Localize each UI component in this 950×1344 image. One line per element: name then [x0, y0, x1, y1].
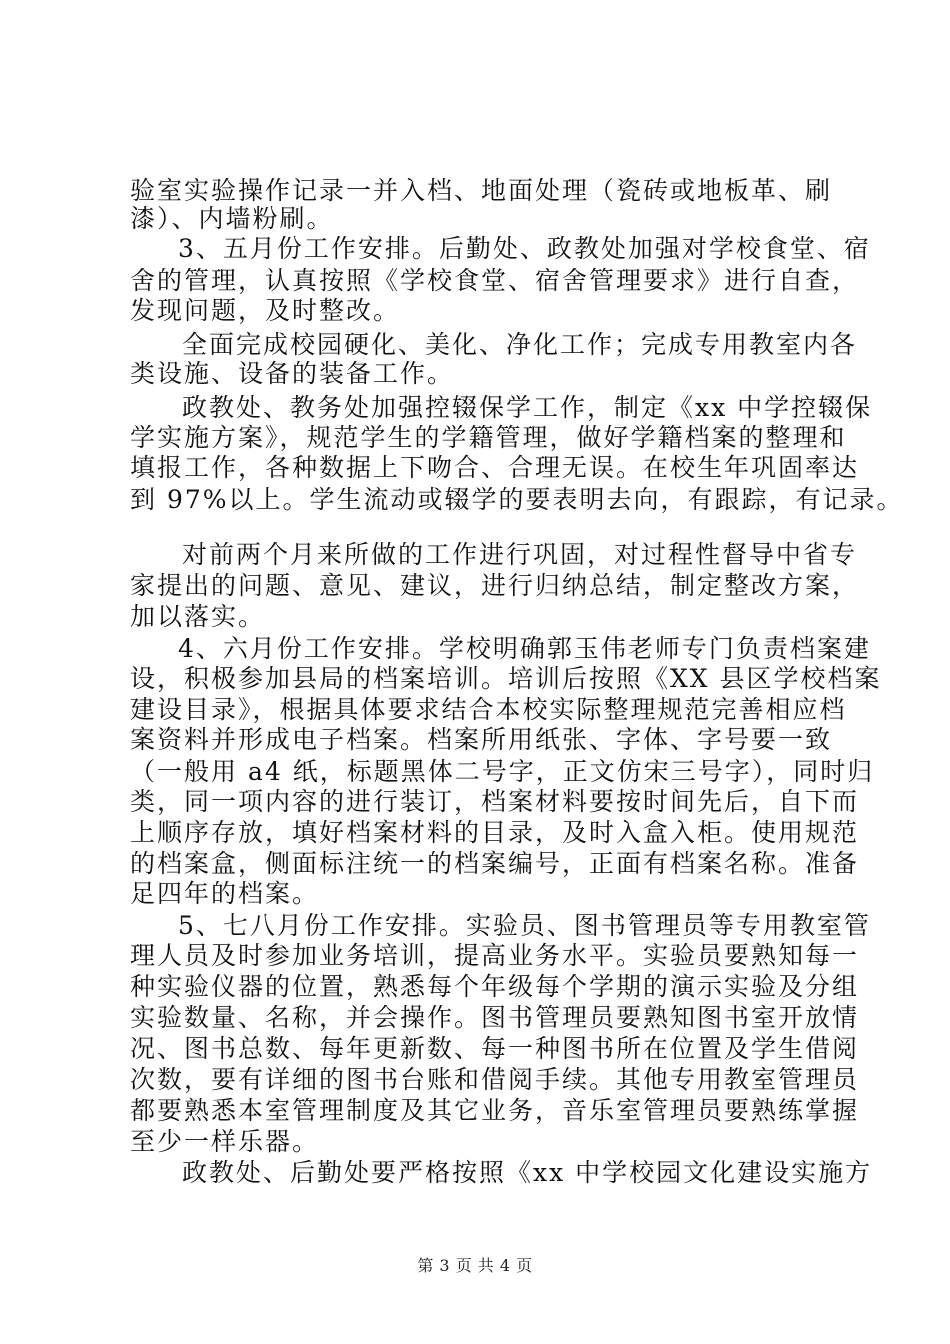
text-line: 况、图书总数、每年更新数、每一种图书所在位置及学生借阅	[130, 1034, 860, 1063]
text-line: 建设目录》，根据具体要求结合本校实际整理规范完善相应档	[130, 695, 847, 724]
text-line: 3、五月份工作安排。后勤处、政教处加强对学校食堂、宿	[178, 234, 871, 263]
text-line: 全面完成校园硬化、美化、净化工作；完成专用教室内各	[182, 330, 858, 359]
text-line: 学实施方案》，规范学生的学籍管理，做好学籍档案的整理和	[130, 423, 847, 452]
text-line: 5、七八月份工作安排。实验员、图书管理员等专用教室管	[178, 911, 871, 940]
text-line: 对前两个月来所做的工作进行巩固，对过程性督导中省专	[182, 540, 858, 569]
text-line: 4、六月份工作安排。学校明确郭玉伟老师专门负责档案建	[178, 634, 871, 663]
text-line: 舍的管理，认真按照《学校食堂、宿舍管理要求》进行自查，	[130, 266, 860, 295]
text-line: 上顺序存放，填好档案材料的目录，及时入盒入柜。使用规范	[130, 818, 860, 847]
text-line: 类，同一项内容的进行装订，档案材料要按时间先后，自下而	[130, 787, 860, 816]
text-line: 种实验仪器的位置，熟悉每个年级每个学期的演示实验及分组	[130, 972, 860, 1001]
text-line: 实验数量、名称，并会操作。图书管理员要熟知图书室开放情	[130, 1003, 860, 1032]
text-line: （一般用 a4 纸，标题黑体二号字，正文仿宋三号字），同时归	[130, 757, 875, 786]
text-line: 政教处、后勤处要严格按照《xx 中学校园文化建设实施方	[182, 1158, 873, 1187]
text-line: 类设施、设备的装备工作。	[130, 359, 455, 388]
text-line: 案资料并形成电子档案。档案所用纸张、字体、字号要一致	[130, 725, 833, 754]
text-line: 的档案盒，侧面标注统一的档案编号，正面有档案名称。准备	[130, 849, 860, 878]
text-line: 足四年的档案。	[130, 879, 320, 908]
text-line: 验室实验操作记录一并入档、地面处理（瓷砖或地板革、刷	[130, 176, 833, 205]
text-line: 填报工作，各种数据上下吻合、合理无误。在校生年巩固率达	[130, 453, 860, 482]
text-line: 政教处、教务处加强控辍保学工作，制定《xx 中学控辍保	[182, 393, 873, 422]
text-line: 至少一样乐器。	[130, 1127, 320, 1156]
text-line: 漆）、内墙粉刷。	[130, 204, 334, 233]
page-footer: 第 3 页 共 4 页	[417, 1256, 533, 1275]
text-line: 到 97%以上。学生流动或辍学的要表明去向，有跟踪，有记录。	[130, 485, 904, 514]
text-line: 次数，要有详细的图书台账和借阅手续。其他专用教室管理员	[130, 1065, 860, 1094]
text-line: 都要熟悉本室管理制度及其它业务，音乐室管理员要熟练掌握	[130, 1096, 860, 1125]
text-line: 加以落实。	[130, 602, 266, 631]
text-line: 发现问题，及时整改。	[130, 296, 401, 325]
text-line: 理人员及时参加业务培训，提高业务水平。实验员要熟知每一	[130, 941, 860, 970]
text-line: 设，积极参加县局的档案培训。培训后按照《XX 县区学校档案	[130, 664, 882, 693]
text-line: 家提出的问题、意见、建议，进行归纳总结，制定整改方案，	[130, 571, 860, 600]
